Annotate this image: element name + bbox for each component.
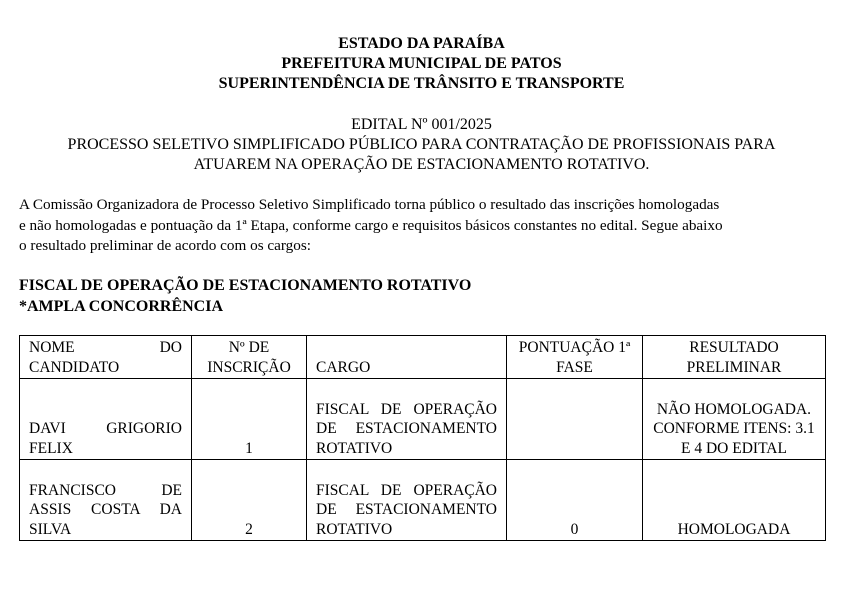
header-cargo: CARGO (307, 336, 507, 379)
table-row (20, 379, 826, 460)
intro-paragraph (19, 195, 827, 257)
results-table (19, 335, 826, 541)
edital-subject-line-2: ATUAREM NA OPERAÇÃO DE ESTACIONAMENTO ROTATIVO. (193, 156, 650, 173)
cell-resultado: HOMOLOGADA (643, 460, 826, 541)
header-prefecture: PREFEITURA MUNICIPAL DE PATOS (281, 55, 562, 72)
cell-pontuacao (507, 379, 643, 460)
intro-line-2: e não homologadas e pontuação da 1ª Etapa, conforme cargo e requisitos básicos constantes no edital. Segue abaixo (19, 216, 723, 234)
cell-name: DAVI GRIGORIO FELIX (20, 379, 192, 460)
intro-line-3: o resultado preliminar de acordo com os cargos: (19, 237, 311, 254)
table-header-row (20, 336, 826, 379)
cell-cargo: FISCAL DE OPERAÇÃO DE ESTACIONAMENTO ROTATIVO (307, 379, 507, 460)
edital-number: EDITAL Nº 001/2025 (351, 116, 492, 133)
section-title: FISCAL DE OPERAÇÃO DE ESTACIONAMENTO ROTATIVO (19, 277, 472, 294)
cell-cargo: FISCAL DE OPERAÇÃO DE ESTACIONAMENTO ROTATIVO (307, 460, 507, 541)
cell-inscricao: 2 (192, 460, 307, 541)
intro-line-1: A Comissão Organizadora de Processo Seletivo Simplificado torna público o resultado das inscrições homologadas (19, 196, 720, 213)
header-state: ESTADO DA PARAÍBA (338, 35, 505, 52)
cell-inscricao: 1 (192, 379, 307, 460)
header-superintendence: SUPERINTENDÊNCIA DE TRÂNSITO E TRANSPORTE (218, 75, 625, 92)
header-resultado: RESULTADO PRELIMINAR (643, 336, 826, 379)
table-row (20, 460, 826, 541)
cell-name: FRANCISCO DE ASSIS COSTA DA SILVA (20, 460, 192, 541)
cell-resultado: NÃO HOMOLOGADA. CONFORME ITENS: 3.1 E 4 DO EDITAL (643, 379, 826, 460)
header-inscricao: Nº DE INSCRIÇÃO (192, 336, 307, 379)
edital-subject-line-1: PROCESSO SELETIVO SIMPLIFICADO PÚBLICO PARA CONTRATAÇÃO DE PROFISSIONAIS PARA (67, 136, 776, 153)
header-pontuacao: PONTUAÇÃO 1ª FASE (507, 336, 643, 379)
cell-pontuacao: 0 (507, 460, 643, 541)
header-name: NOME DO CANDIDATO (20, 336, 192, 379)
section-subtitle: *AMPLA CONCORRÊNCIA (19, 298, 223, 315)
